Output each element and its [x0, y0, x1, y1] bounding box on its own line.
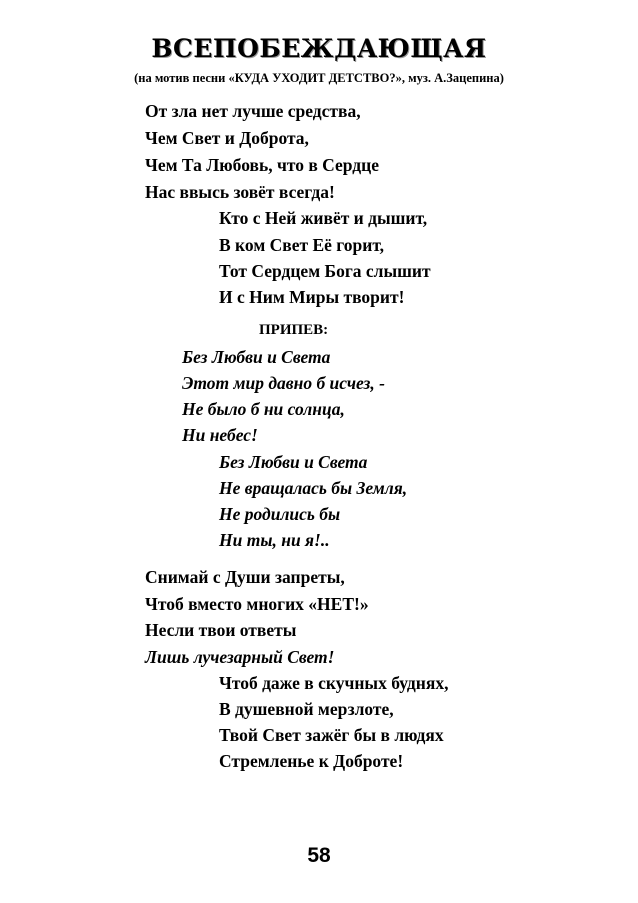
- song-subtitle: (на мотив песни «КУДА УХОДИТ ДЕТСТВО?», муз. А.Зацепина): [134, 71, 504, 85]
- chorus-label: ПРИПЕВ:: [259, 322, 329, 338]
- verse1-line-4: Нас ввысь зовёт всегда!: [145, 182, 335, 202]
- chorus-line-5: Без Любви и Света: [219, 452, 368, 472]
- page-number: 58: [307, 844, 331, 867]
- verse1-line-7: Тот Сердцем Бога слышит: [219, 261, 431, 281]
- verse1-line-5: Кто с Ней живёт и дышит,: [219, 208, 428, 228]
- chorus-line-8: Ни ты, ни я!..: [219, 530, 330, 550]
- verse1-line-2: Чем Свет и Доброта,: [145, 128, 309, 148]
- verse2-line-3: Несли твои ответы: [145, 620, 297, 640]
- verse1-line-8: И с Ним Миры творит!: [219, 287, 405, 307]
- verse2-line-1: Снимай с Души запреты,: [145, 567, 345, 587]
- verse2-line-4: Лишь лучезарный Свет!: [145, 647, 335, 667]
- chorus-line-7: Не родились бы: [219, 504, 341, 524]
- verse2-line-5: Чтоб даже в скучных буднях,: [219, 673, 449, 693]
- verse2-line-8: Стремленье к Доброте!: [219, 751, 404, 771]
- chorus-line-4: Ни небес!: [182, 425, 258, 445]
- chorus-line-3: Не было б ни солнца,: [182, 399, 345, 419]
- song-title: ВСЕПОБЕЖДАЮЩАЯ: [151, 34, 487, 63]
- verse2-line-7: Твой Свет зажёг бы в людях: [219, 725, 444, 745]
- verse1-line-1: От зла нет лучше средства,: [145, 101, 361, 121]
- chorus-line-1: Без Любви и Света: [182, 347, 331, 367]
- verse2-line-6: В душевной мерзлоте,: [219, 699, 394, 719]
- verse1-line-3: Чем Та Любовь, что в Сердце: [145, 155, 379, 175]
- verse1-line-6: В ком Свет Её горит,: [219, 235, 384, 255]
- chorus-line-6: Не вращалась бы Земля,: [219, 478, 408, 498]
- verse2-line-2: Чтоб вместо многих «НЕТ!»: [145, 594, 369, 614]
- chorus-line-2: Этот мир давно б исчез, -: [182, 373, 385, 393]
